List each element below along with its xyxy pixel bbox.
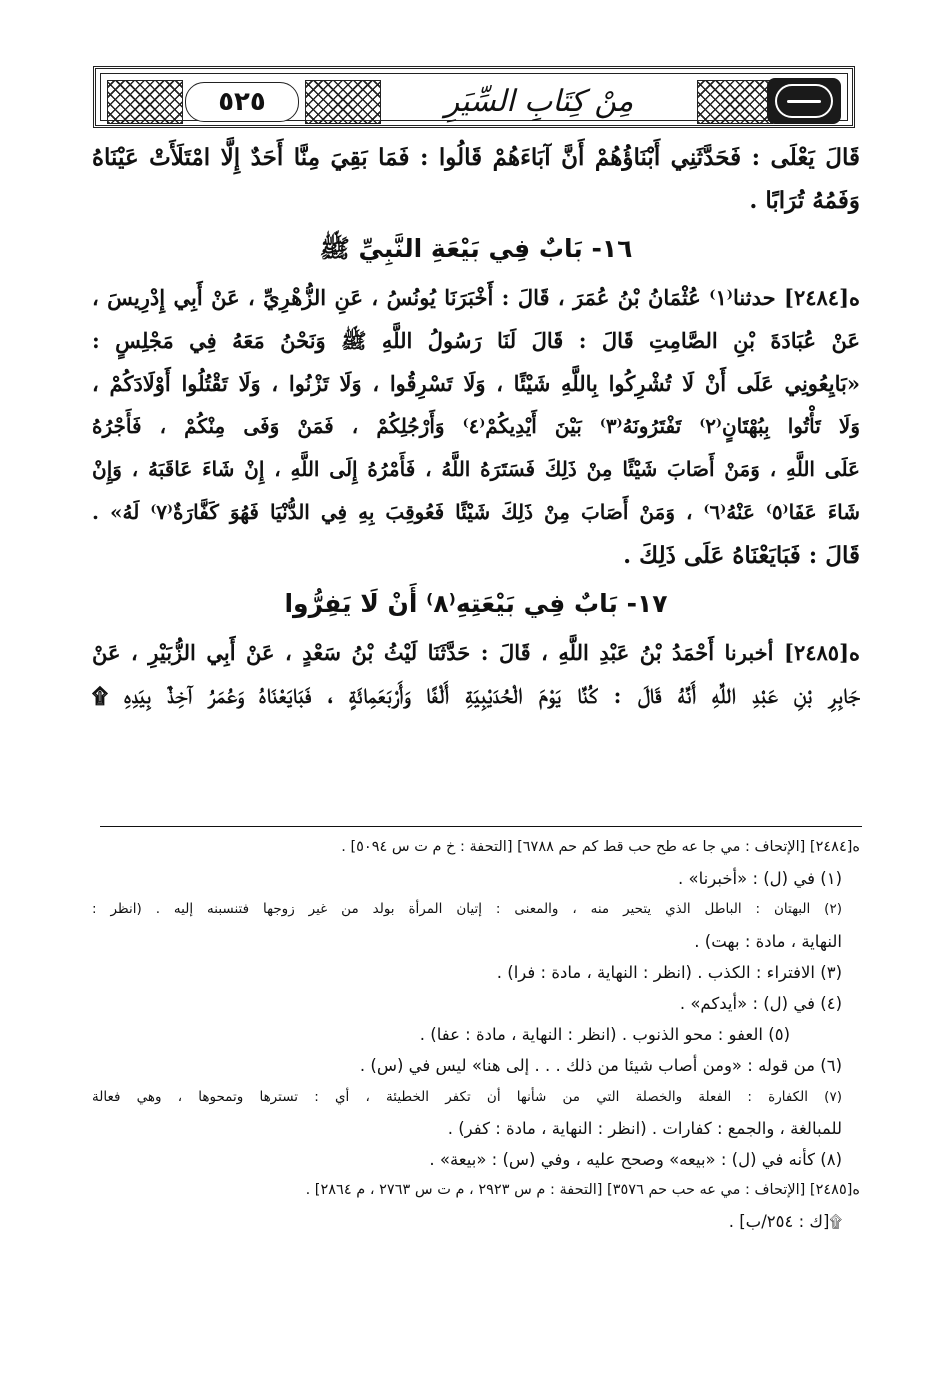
text-line: وَلَا تَأْتُوا بِبُهْتَانٍ⁽٢⁾ تَفْتَرُونَهُ⁽٣⁾ بَيْنَ أَيْدِيكُمْ⁽٤⁾ وَأَرْجُلِكُمْ ، فَمَنْ وَفَى مِنْكُمْ ، فَأَجْرُهُ [92,414,860,438]
running-title: مِنْ كِتَابِ السِّيَرِ [444,83,634,119]
text-line: شَاءَ عَفَا⁽٥⁾ عَنْهُ⁽٦⁾ ، وَمَنْ أَصَابَ مِنْ ذَلِكَ شَيْئًا فَعُوقِبَ بِهِ فِي الدُّنْيَا فَهُوَ كَفَّارَةٌ⁽٧⁾ لَهُ» . [92,500,860,524]
page-header [93,66,855,128]
page-number-cartouche [185,82,299,122]
footnotes [92,832,860,1237]
footnote-separator [100,826,862,827]
hadith-opening: ه[٢٤٨٤] حدثنا⁽١⁾ عُثْمَانُ بْنُ عُمَرَ ، قَالَ : أَخْبَرَنَا يُونُسُ ، عَنِ الزُّهْرِيِّ ، عَنْ أَبِي إِدْرِيسَ ، [92,285,860,310]
seal-emblem-icon [775,84,833,118]
running-title-cartouche [389,78,689,124]
header-frame [100,73,848,121]
ornament-pattern-left [107,80,183,124]
text-line: وَفَمُهُ تُرَابًا . [749,187,860,214]
footnote: (٤) في (ل) : «أيدكم» . [679,993,842,1013]
footnote-continuation: النهاية ، مادة : بهت) . [694,931,842,951]
text-line: «بَايِعُونِي عَلَى أَنْ لَا تُشْرِكُوا بِاللَّهِ شَيْئًا ، وَلَا تَسْرِقُوا ، وَلَا تَزْنُوا ، وَلَا تَقْتُلُوا أَوْلَادَكُمْ ، [92,371,860,396]
text-line: قَالَ يَعْلَى : فَحَدَّثَنِي أَبْنَاؤُهُمْ أَنَّ آبَاءَهُمْ قَالُوا : فَمَا بَقِيَ مِنَّا أَحَدٌ إِلَّا امْتَلَأَتْ عَيْنَاهُ [92,144,860,171]
footnote: (١) في (ل) : «أخبرنا» . [678,869,842,889]
footnote-continuation: للمبالغة ، والجمع : كفارات . (انظر : النهاية ، مادة : كفر) . [447,1118,842,1138]
footnote: (٦) من قوله : «ومن أصاب شيئا من ذلك . . . إلى هنا» ليس في (س) . [359,1056,842,1076]
footnote: (٨) كأنه في (ل) : «بيعه» وصحح عليه ، وفي (س) : «بيعة» . [429,1149,842,1169]
footnote: (٣) الافتراء : الكذب . (انظر : النهاية ، مادة : فرا) . [496,962,842,982]
footnote: (٧) الكفارة : الفعلة والخصلة التي من شأنها أن تكفر الخطيئة ، أي : تسترها وتمحوها ، وهي فعالة [92,1088,842,1105]
main-text [92,136,860,717]
footnote-citation: ه[٢٤٨٤] [الإتحاف : مي جا عه طح حب قط كم حم ٦٧٨٨] [التحفة : خ م ت س ٥٠٩٤] . [341,839,860,855]
ornament-pattern-middle-right [697,80,773,124]
ornament-pattern-middle-left [305,80,381,124]
footnote: (٢) البهتان : الباطل الذي يتحير منه ، والمعنى : إتيان المرأة بولد من غير زوجها فتنسبنه إليه . (انظر : [92,901,842,918]
page-number: ٥٢٥ [218,87,266,117]
footnote: (٥) العفو : محو الذنوب . (انظر : النهاية ، مادة : عفا) . [419,1025,790,1045]
text-line: عَنْ عُبَادَةَ بْنِ الصَّامِتِ قَالَ : قَالَ لَنَا رَسُولُ اللَّهِ ﷺ وَنَحْنُ مَعَهُ فِي مَجْلِسٍ : [92,328,860,353]
text-line: جَابِرِ بْنِ عَبْدِ اللَّهِ أَنَّهُ قَالَ : كُنَّا يَوْمَ الْحُدَيْبِيَةِ أَلْفًا وَأَرْبَعَمِائَةٍ ، فَبَايَعْنَاهُ وَعُمَرُ آخِذٌ بِيَدِهِ ۩ [92,683,860,708]
manuscript-reference: ۩[ك : ٢٥٤/ب] . [728,1212,842,1232]
publisher-seal-icon [767,78,841,124]
text-line: عَلَى اللَّهِ ، وَمَنْ أَصَابَ شَيْئًا مِنْ ذَلِكَ فَسَتَرَهُ اللَّهُ ، فَأَمْرُهُ إِلَى اللَّهِ ، إِنْ شَاءَ عَاقَبَهُ ، وَإِنْ [92,457,860,481]
chapter-heading: ١٦- بَابٌ فِي بَيْعَةِ النَّبِيِّ ﷺ [319,234,633,263]
footnote-citation: ه[٢٤٨٥] [الإتحاف : مي عه حب حم ٣٥٧٦] [التحفة : م س ٢٩٢٣ ، م ت س ٢٧٦٣ ، م ٢٨٦٤] . [305,1182,860,1199]
chapter-heading: ١٧- بَابٌ فِي بَيْعَتِهِ⁽٨⁾ أَنْ لَا يَفِرُّوا [284,589,668,618]
hadith-opening: ه[٢٤٨٥] أخبرنا أَحْمَدُ بْنُ عَبْدِ اللَّهِ ، قَالَ : حَدَّثَنَا لَيْثُ بْنُ سَعْدٍ ، عَنْ أَبِي الزُّبَيْرِ ، عَنْ [92,640,860,665]
text-line: قَالَ : فَبَايَعْنَاهُ عَلَى ذَلِكَ . [623,542,860,569]
